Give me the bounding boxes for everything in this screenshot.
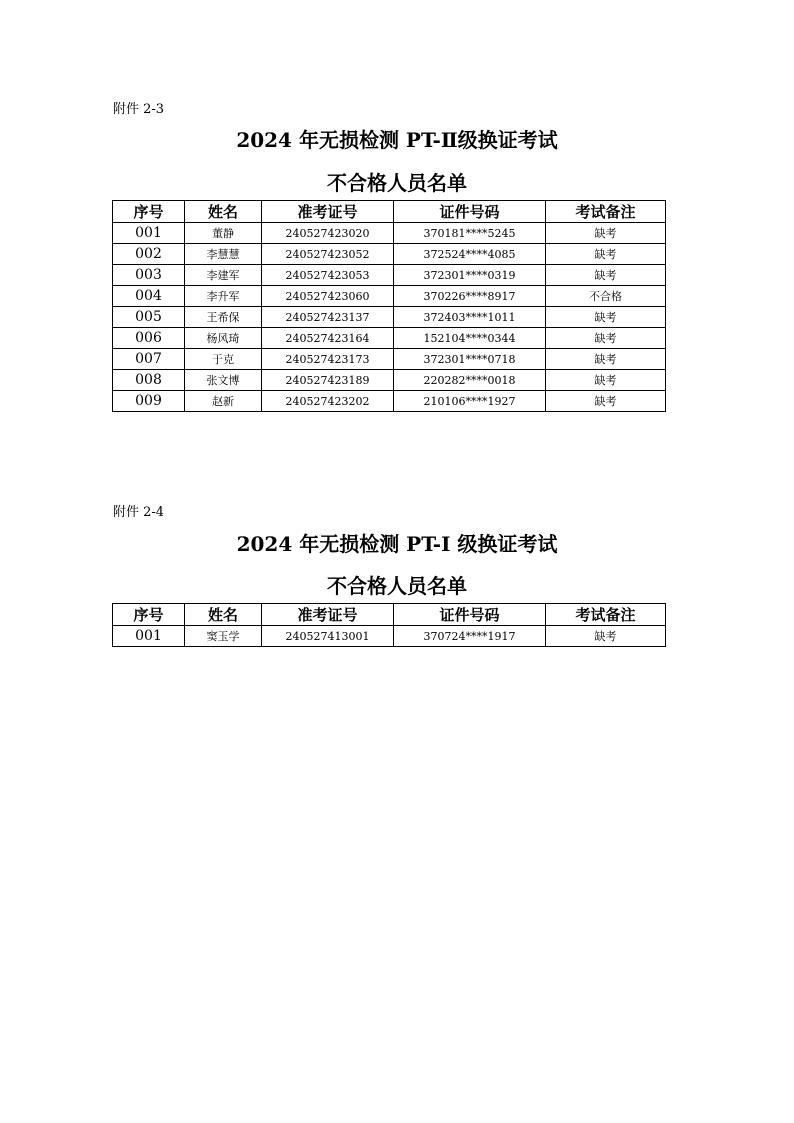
cell-seq: 003 (113, 265, 185, 286)
cell-id-no: 372524****4085 (394, 244, 546, 265)
header-ticket-no: 准考证号 (262, 201, 394, 223)
header-name: 姓名 (185, 604, 262, 626)
cell-remark: 缺考 (546, 349, 666, 370)
cell-ticket-no: 240527423020 (262, 223, 394, 244)
cell-seq: 008 (113, 370, 185, 391)
list-subtitle: 不合格人员名单 (327, 574, 467, 598)
cell-name: 张文博 (185, 370, 262, 391)
header-id-no: 证件号码 (394, 604, 546, 626)
cell-remark: 缺考 (546, 265, 666, 286)
cell-name: 董静 (185, 223, 262, 244)
list-subtitle: 不合格人员名单 (327, 171, 467, 195)
table-row (113, 244, 666, 265)
cell-remark: 不合格 (546, 286, 666, 307)
cell-name: 王希保 (185, 307, 262, 328)
cell-name: 杨风琦 (185, 328, 262, 349)
cell-remark: 缺考 (546, 223, 666, 244)
cell-name: 李升军 (185, 286, 262, 307)
cell-seq: 007 (113, 349, 185, 370)
table-row (113, 328, 666, 349)
cell-ticket-no: 240527423137 (262, 307, 394, 328)
table-row (113, 307, 666, 328)
header-remark: 考试备注 (546, 201, 666, 223)
cell-remark: 缺考 (546, 244, 666, 265)
cell-ticket-no: 240527413001 (262, 626, 394, 647)
attachment-label: 附件 2-4 (113, 505, 165, 520)
table-header-row (113, 604, 666, 626)
cell-remark: 缺考 (546, 370, 666, 391)
cell-ticket-no: 240527423189 (262, 370, 394, 391)
exam-title: 2024 年无损检测 PT-I 级换证考试 (236, 532, 558, 556)
cell-name: 李慧慧 (185, 244, 262, 265)
header-ticket-no: 准考证号 (262, 604, 394, 626)
cell-ticket-no: 240527423173 (262, 349, 394, 370)
cell-seq: 006 (113, 328, 185, 349)
cell-remark: 缺考 (546, 328, 666, 349)
table-row (113, 391, 666, 412)
cell-id-no: 372301****0319 (394, 265, 546, 286)
cell-name: 窦玉学 (185, 626, 262, 647)
cell-ticket-no: 240527423052 (262, 244, 394, 265)
attachment-label: 附件 2-3 (113, 102, 165, 117)
cell-id-no: 372301****0718 (394, 349, 546, 370)
failed-candidates-table (112, 200, 666, 412)
cell-name: 于克 (185, 349, 262, 370)
cell-id-no: 152104****0344 (394, 328, 546, 349)
table-row (113, 223, 666, 244)
cell-remark: 缺考 (546, 626, 666, 647)
cell-name: 李建军 (185, 265, 262, 286)
header-remark: 考试备注 (546, 604, 666, 626)
cell-ticket-no: 240527423164 (262, 328, 394, 349)
cell-ticket-no: 240527423060 (262, 286, 394, 307)
cell-seq: 001 (113, 223, 185, 244)
header-seq: 序号 (113, 604, 185, 626)
cell-id-no: 370724****1917 (394, 626, 546, 647)
table-header-row (113, 201, 666, 223)
table-row (113, 286, 666, 307)
header-id-no: 证件号码 (394, 201, 546, 223)
cell-id-no: 372403****1011 (394, 307, 546, 328)
table-row (113, 265, 666, 286)
cell-remark: 缺考 (546, 307, 666, 328)
cell-seq: 009 (113, 391, 185, 412)
cell-id-no: 370181****5245 (394, 223, 546, 244)
cell-remark: 缺考 (546, 391, 666, 412)
cell-seq: 002 (113, 244, 185, 265)
table-row (113, 370, 666, 391)
cell-id-no: 370226****8917 (394, 286, 546, 307)
exam-title: 2024 年无损检测 PT-Ⅱ级换证考试 (236, 128, 558, 152)
table-row (113, 349, 666, 370)
cell-ticket-no: 240527423202 (262, 391, 394, 412)
cell-name: 赵新 (185, 391, 262, 412)
cell-seq: 004 (113, 286, 185, 307)
cell-seq: 005 (113, 307, 185, 328)
failed-candidates-table (112, 603, 666, 647)
cell-id-no: 220282****0018 (394, 370, 546, 391)
table-row (113, 626, 666, 647)
cell-ticket-no: 240527423053 (262, 265, 394, 286)
header-seq: 序号 (113, 201, 185, 223)
cell-id-no: 210106****1927 (394, 391, 546, 412)
header-name: 姓名 (185, 201, 262, 223)
cell-seq: 001 (113, 626, 185, 647)
